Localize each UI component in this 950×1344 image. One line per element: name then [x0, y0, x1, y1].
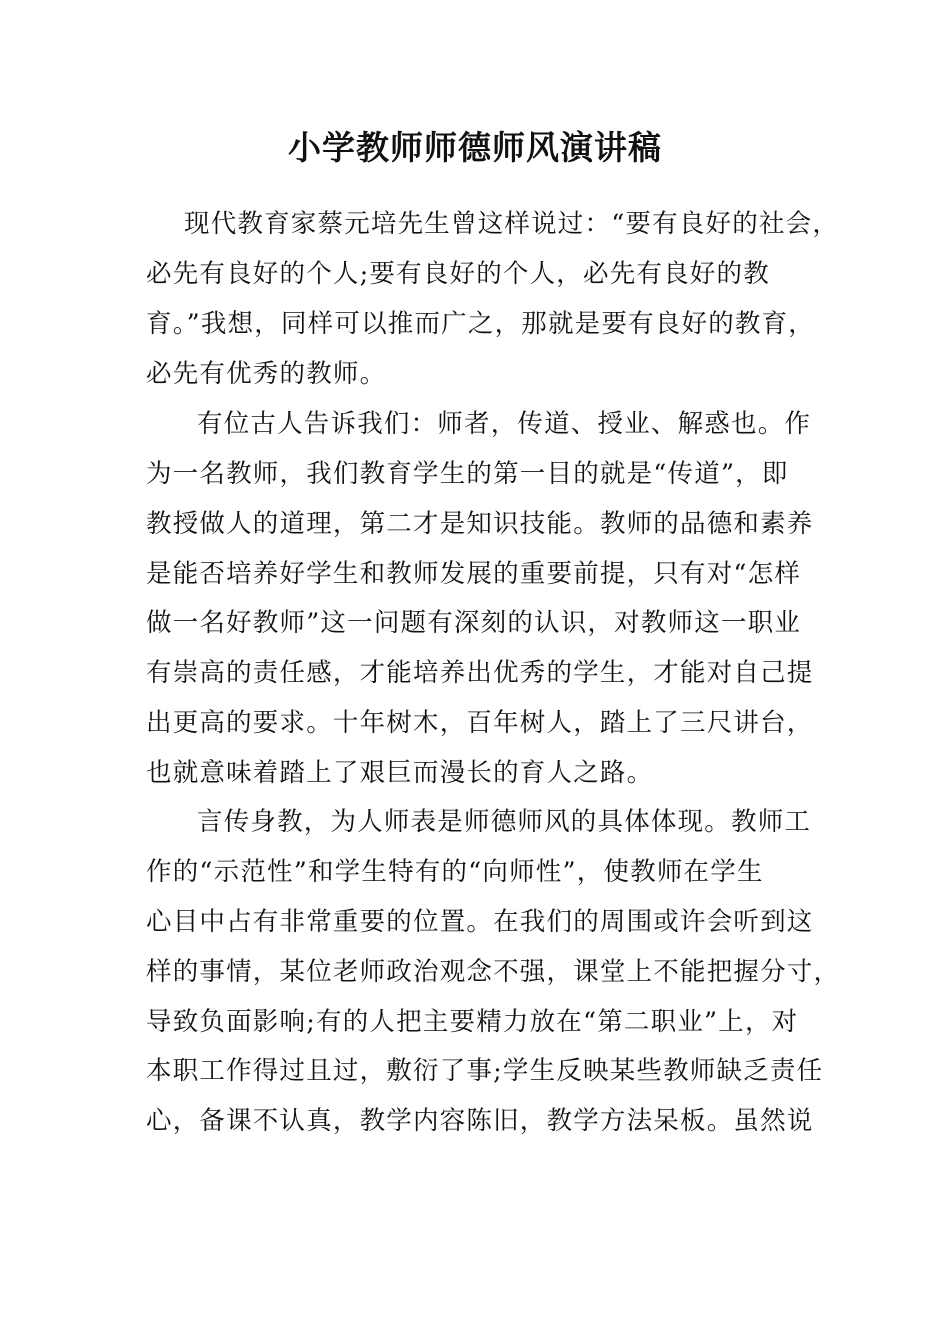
- text-line: 有位古人告诉我们：师者，传道、授业、解惑也。作: [197, 409, 812, 439]
- text-line: 教授做人的道理，第二才是知识技能。教师的品德和素养: [146, 509, 814, 539]
- text-line: 导致负面影响;有的人把主要精力放在“第二职业”上，对: [146, 1007, 799, 1037]
- text-line: 做一名好教师”这一问题有深刻的认识，对教师这一职业: [146, 608, 802, 638]
- document-title: 小学教师师德师风演讲稿: [288, 128, 662, 167]
- text-line: 现代教育家蔡元培先生曾这样说过：“要有良好的社会，: [184, 209, 840, 239]
- text-line: 作的“示范性”和学生特有的“向师性”，使教师在学生: [146, 857, 764, 887]
- text-line: 必先有优秀的教师。: [146, 359, 387, 389]
- text-line: 也就意味着踏上了艰巨而漫长的育人之路。: [146, 758, 654, 788]
- text-line: 本职工作得过且过，敷衍了事;学生反映某些教师缺乏责任: [146, 1056, 824, 1086]
- text-line: 样的事情，某位老师政治观念不强，课堂上不能把握分寸，: [146, 957, 841, 987]
- text-line: 为一名教师，我们教育学生的第一目的就是“传道”，即: [146, 459, 789, 489]
- text-line: 必先有良好的个人;要有良好的个人，必先有良好的教: [146, 259, 770, 289]
- text-line: 心目中占有非常重要的位置。在我们的周围或许会听到这: [146, 907, 814, 937]
- text-line: 是能否培养好学生和教师发展的重要前提，只有对“怎样: [146, 559, 802, 589]
- text-line: 出更高的要求。十年树木，百年树人，踏上了三尺讲台，: [146, 708, 814, 738]
- text-line: 育。”我想，同样可以推而广之，那就是要有良好的教育，: [146, 309, 815, 339]
- text-line: 有崇高的责任感，才能培养出优秀的学生，才能对自己提: [146, 658, 814, 688]
- text-line: 言传身教，为人师表是师德师风的具体体现。教师工: [197, 807, 812, 837]
- text-line: 心，备课不认真，教学内容陈旧，教学方法呆板。虽然说: [146, 1106, 814, 1136]
